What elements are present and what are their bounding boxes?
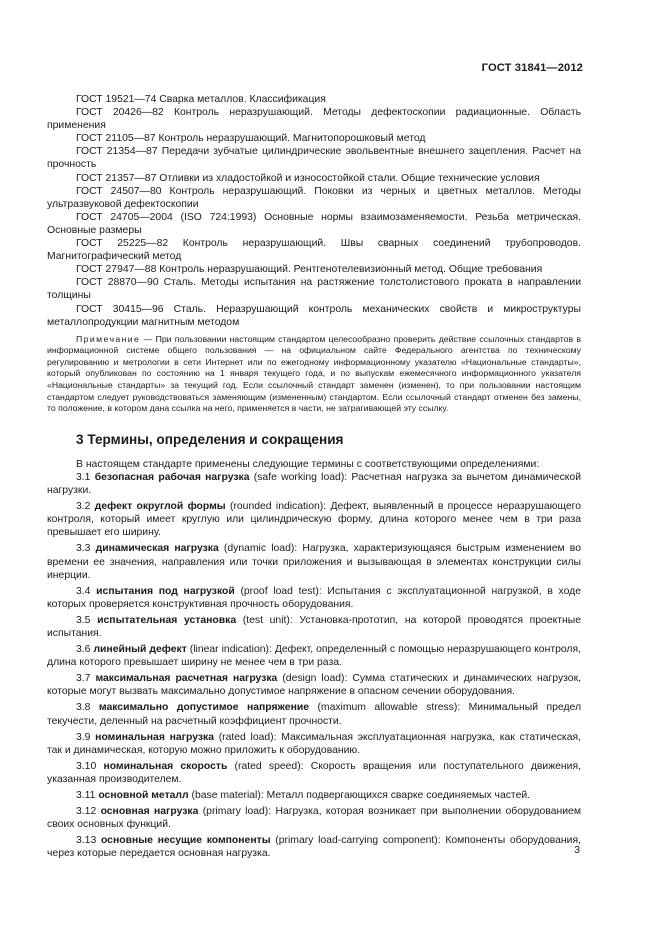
note-text: — При пользовании настоящим стандартом целесообразно проверить действие ссылочных стандартов в информационной системе общего пользования — на официальном сайте Федерального агентства по техническому регулированию и метрологии в сети Интернет или по ежегодному информационному указателю «Национальные стандарты», который опубликован по состоянию на 1 января текущего года, и по выпускам ежемесячного информационного указателя «Национальные стандарты» за текущий год. Если ссылочный стандарт заменен (изменен), то при пользовании настоящим стандартом следует руководствоваться заменяющим (измененным) стандартом. Если ссылочный стандарт отменен без замены, то положение, в котором дана ссылка на него, применяется в части, не затрагивающей эту ссылку. — [47, 333, 581, 414]
reference-item: ГОСТ 21357—87 Отливки из хладостойкой и износостойкой стали. Общие технические условия — [76, 172, 540, 184]
term-name: максимально допустимое напряжение — [98, 702, 310, 714]
term-name: испытания под нагрузкой — [96, 585, 235, 597]
term-description: (safe working load): Расчетная нагрузка за вычетом динамической нагрузки. — [47, 471, 582, 497]
reference-item: ГОСТ 21105—87 Контроль неразрушающий. Магнитопорошковый метод — [76, 133, 426, 145]
note-label: Примечание — [76, 333, 141, 344]
normative-references-list — [47, 93, 581, 329]
term-description: (linear indication): Дефект, определенный с помощью неразрушающего контроля, длина которого превышает ширину не менее чем в три раза. — [47, 644, 581, 669]
section-intro: В настоящем стандарте применены следующие термины с соответствующими определениями: — [76, 458, 540, 470]
term-name: динамическая нагрузка — [95, 543, 219, 555]
term-definition — [47, 701, 581, 727]
term-number: 3.10 — [76, 760, 97, 772]
term-number: 3.3 — [76, 543, 91, 555]
term-name: безопасная рабочая нагрузка — [94, 471, 250, 483]
term-name: максимальная расчетная нагрузка — [95, 673, 278, 685]
reference-item: ГОСТ 25225—82 Контроль неразрушающий. Швы сварных соединений трубопроводов. Магнитографический метод — [47, 238, 581, 263]
page-content — [47, 93, 581, 863]
term-definition — [47, 805, 581, 831]
term-name: линейный дефект — [93, 644, 187, 656]
term-name: номинальная нагрузка — [95, 731, 214, 743]
term-definition — [47, 834, 581, 860]
term-definition — [47, 789, 581, 802]
term-name: основной металл — [98, 790, 189, 801]
reference-item: ГОСТ 28870—90 Сталь. Методы испытания на растяжение толстолистового проката в направлении толщины — [47, 277, 581, 302]
term-definition — [47, 500, 581, 539]
term-name: номинальная скорость — [103, 760, 228, 772]
reference-item: ГОСТ 21354—87 Передачи зубчатые цилиндрические эвольвентные внешнего зацепления. Расчет на прочность — [47, 146, 581, 171]
term-description: (rated load): Максимальная эксплуатационная нагрузка, как статическая, так и динамическая, которую можно приложить к оборудованию. — [47, 731, 581, 756]
definitions-list — [47, 471, 581, 861]
term-number: 3.8 — [76, 702, 91, 714]
term-number: 3.6 — [76, 644, 91, 656]
term-definition — [47, 643, 581, 669]
term-description: (rated speed): Скорость вращения или поступательного движения, указанная производителем. — [47, 760, 581, 785]
term-name: основная нагрузка — [100, 806, 199, 818]
note-paragraph — [47, 334, 581, 415]
term-definition — [47, 471, 581, 497]
term-number: 3.13 — [76, 835, 97, 847]
term-description: (maximum allowable stress): Минимальный предел текучести, деленный на расчетный коэффициент прочности. — [47, 702, 582, 727]
term-name: основные несущие компоненты — [100, 835, 271, 847]
term-number: 3.2 — [76, 501, 91, 513]
term-number: 3.7 — [76, 673, 91, 685]
section-heading: 3 Термины, определения и сокращения — [76, 431, 344, 447]
term-description: (base material): Металл подвергающихся сварке соединяемых частей. — [188, 790, 531, 801]
page-number: 3 — [574, 845, 580, 856]
reference-item: ГОСТ 19521—74 Сварка металлов. Классификация — [76, 94, 326, 105]
term-number: 3.12 — [76, 806, 97, 818]
term-description: (proof load test): Испытания с эксплуатационной нагрузкой, в ходе которых проверяется конструктивная прочность оборудования. — [47, 585, 582, 610]
term-name: испытательная установка — [97, 614, 237, 626]
term-definition — [47, 542, 581, 581]
term-number: 3.4 — [76, 585, 91, 597]
reference-item: ГОСТ 24507—80 Контроль неразрушающий. Поковки из черных и цветных металлов. Методы ультразвуковой дефектоскопии — [47, 185, 581, 210]
term-definition — [47, 585, 581, 611]
term-description: (test unit): Установка-прототип, на которой проводятся проектные испытания. — [47, 614, 582, 639]
term-name: дефект округлой формы — [94, 501, 226, 513]
term-description: (rounded indication): Дефект, выявленный в процессе неразрушающего контроля, который имеет круглую или цилиндрическую форму, длина которого менее чем в три раза превышает его ширину. — [47, 501, 581, 539]
term-definition — [47, 672, 581, 698]
reference-item: ГОСТ 30415—96 Сталь. Неразрушающий контроль механических свойств и микроструктуры металлопродукции магнитным методом — [47, 303, 581, 328]
term-number: 3.9 — [76, 731, 91, 743]
term-definition — [47, 614, 581, 640]
term-description: (design load): Сумма статических и динамических нагрузок, которые могут вызвать максимально допустимое напряжение в опасном сечении оборудования. — [47, 673, 582, 698]
term-number: 3.1 — [76, 471, 91, 483]
term-description: (primary load-carrying component): Компоненты оборудования, через которые передается основная нагрузка. — [47, 835, 581, 860]
standard-code-header: ГОСТ 31841—2012 — [481, 62, 583, 74]
term-description: (primary load): Нагрузка, которая возникает при выполнении оборудованием своих основных функций. — [47, 806, 581, 831]
term-definition — [47, 731, 581, 757]
term-description: (dynamic load): Нагрузка, характеризующаяся быстрым изменением во времени ее значения, направления или точки приложения и вызывающая в элементах конструкции силы инерции. — [47, 543, 581, 581]
term-number: 3.5 — [76, 614, 91, 626]
reference-item: ГОСТ 27947—88 Контроль неразрушающий. Рентгенотелевизионный метод. Общие требования — [76, 264, 543, 276]
reference-item: ГОСТ 24705—2004 (ISO 724:1993) Основные нормы взаимозаменяемости. Резьба метрическая. Основные размеры — [47, 211, 581, 236]
reference-item: ГОСТ 20426—82 Контроль неразрушающий. Методы дефектоскопии радиационные. Область применения — [47, 107, 581, 132]
term-number: 3.11 — [76, 790, 96, 801]
term-definition — [47, 760, 581, 786]
